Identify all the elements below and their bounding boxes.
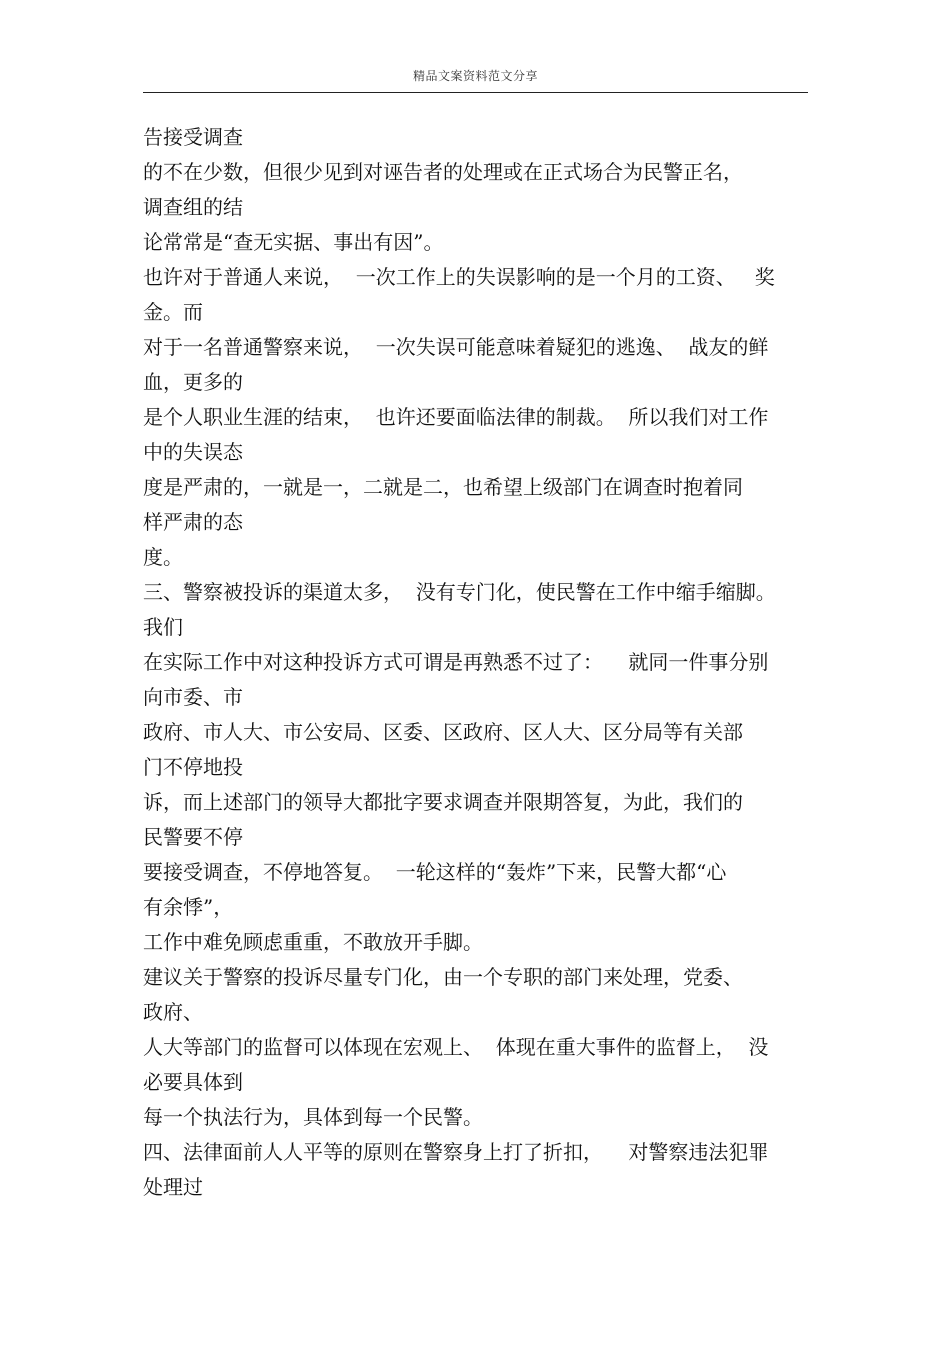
text-line: 血，更多的 [143, 370, 243, 394]
text-line: 民警要不停 [143, 825, 243, 849]
text-line: 中的失误态 [143, 440, 243, 464]
text-line: 告接受调查 [143, 125, 243, 149]
text-line: 每一个执法行为，具体到每一个民警。 [143, 1105, 483, 1129]
text-line: 向市委、市 [143, 685, 243, 709]
text-line: 我们 [143, 615, 183, 639]
text-line: 也许对于普通人来说， 一次工作上的失误影响的是一个月的工资、 奖 [143, 265, 775, 289]
text-line: 论常常是“查无实据、事出有因”。 [143, 230, 444, 254]
text-line: 调查组的结 [143, 195, 243, 219]
text-line: 度。 [143, 545, 183, 569]
text-line: 必要具体到 [143, 1070, 243, 1094]
text-line: 政府、市人大、市公安局、区委、区政府、区人大、区分局等有关部 [143, 720, 743, 744]
text-line: 是个人职业生涯的结束， 也许还要面临法律的制裁。 所以我们对工作 [143, 405, 769, 429]
text-line: 的不在少数，但很少见到对诬告者的处理或在正式场合为民警正名， [143, 160, 743, 184]
text-line: 度是严肃的，一就是一，二就是二，也希望上级部门在调查时抱着同 [143, 475, 743, 499]
page-header [143, 62, 808, 93]
text-line: 金。而 [143, 300, 203, 324]
text-line: 对于一名普通警察来说， 一次失误可能意味着疑犯的逃逸、 战友的鲜 [143, 335, 769, 359]
header-title: 精品文案资料范文分享 [412, 69, 538, 83]
text-line: 诉，而上述部门的领导大都批字要求调查并限期答复，为此，我们的 [143, 790, 743, 814]
text-line: 四、法律面前人人平等的原则在警察身上打了折扣， 对警察违法犯罪 [143, 1140, 769, 1164]
text-line: 要接受调查，不停地答复。 一轮这样的“轰炸”下来，民警大都“心 [143, 860, 727, 884]
text-line: 门不停地投 [143, 755, 243, 779]
text-line: 有余悸”， [143, 895, 234, 919]
document-body [143, 120, 823, 1205]
text-line: 人大等部门的监督可以体现在宏观上、 体现在重大事件的监督上， 没 [143, 1035, 769, 1059]
text-line: 在实际工作中对这种投诉方式可谓是再熟悉不过了： 就同一件事分别 [143, 650, 769, 674]
text-line: 建议关于警察的投诉尽量专门化，由一个专职的部门来处理，党委、 [143, 965, 743, 989]
text-line: 政府、 [143, 1000, 203, 1024]
text-line: 三、警察被投诉的渠道太多， 没有专门化，使民警在工作中缩手缩脚。 [143, 580, 776, 604]
text-line: 工作中难免顾虑重重，不敢放开手脚。 [143, 930, 483, 954]
text-line: 样严肃的态 [143, 510, 243, 534]
text-line: 处理过 [143, 1175, 203, 1199]
